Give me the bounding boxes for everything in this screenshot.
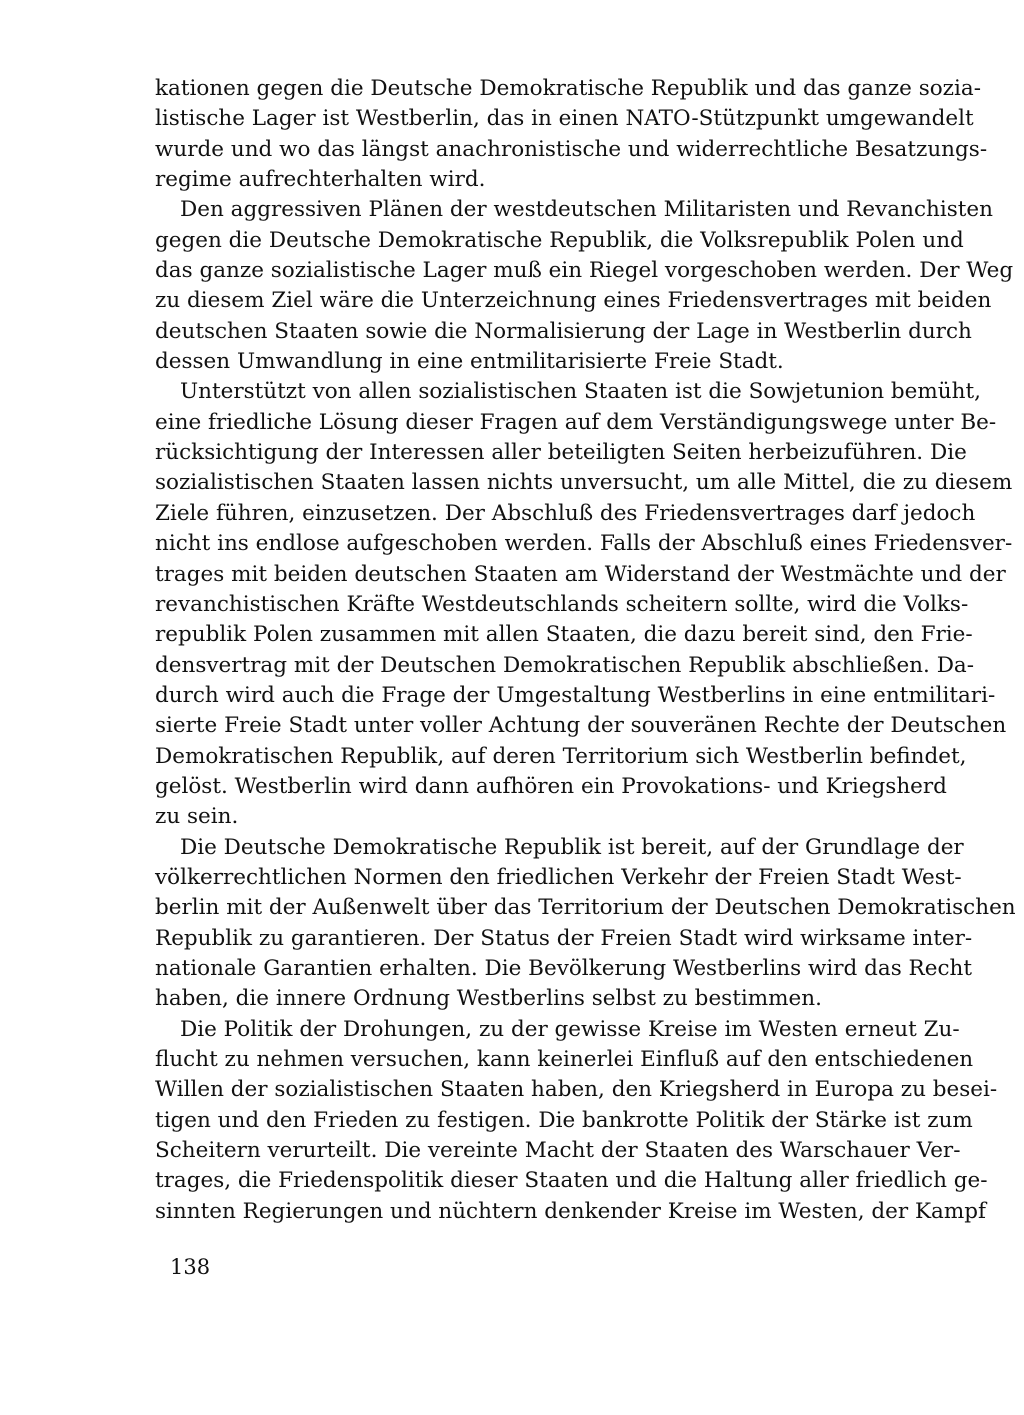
text-line: regime aufrechterhalten wird. bbox=[155, 167, 486, 193]
text-line: Scheitern verurteilt. Die vereinte Macht der Staaten des Warschauer Ver- bbox=[155, 1138, 961, 1164]
text-line: zu sein. bbox=[155, 804, 239, 830]
text-line: berlin mit der Außenwelt über das Territorium der Deutschen Demokratischen bbox=[155, 895, 1016, 921]
text-line: trages mit beiden deutschen Staaten am Widerstand der Westmächte und der bbox=[155, 561, 1006, 587]
text-line: nationale Garantien erhalten. Die Bevölkerung Westberlins wird das Recht bbox=[155, 955, 972, 981]
text-line: Den aggressiven Plänen der westdeutschen Militaristen und Revanchisten bbox=[180, 197, 993, 223]
text-line: dessen Umwandlung in eine entmilitarisierte Freie Stadt. bbox=[155, 349, 784, 375]
text-line: tigen und den Frieden zu festigen. Die bankrotte Politik der Stärke ist zum bbox=[155, 1107, 973, 1133]
body-text bbox=[155, 74, 1016, 1227]
paragraph-1 bbox=[155, 74, 988, 195]
text-line: Republik zu garantieren. Der Status der Freien Stadt wird wirksame inter- bbox=[155, 925, 973, 951]
text-line: Die Deutsche Demokratische Republik ist bereit, auf der Grundlage der bbox=[180, 834, 964, 860]
text-line: Ziele führen, einzusetzen. Der Abschluß des Friedensvertrages darf jedoch bbox=[155, 500, 976, 526]
text-line: kationen gegen die Deutsche Demokratische Republik und das ganze sozia- bbox=[155, 76, 981, 101]
paragraph-5 bbox=[155, 1015, 998, 1227]
text-line: zu diesem Ziel wäre die Unterzeichnung eines Friedensvertrages mit beiden bbox=[155, 288, 992, 314]
text-line: flucht zu nehmen versuchen, kann keinerlei Einfluß auf den entschiedenen bbox=[155, 1047, 974, 1072]
text-line: durch wird auch die Frage der Umgestaltung Westberlins in eine entmilitari- bbox=[155, 682, 996, 708]
text-line: sozialistischen Staaten lassen nichts unversucht, um alle Mittel, die zu diesem bbox=[155, 470, 1013, 496]
text-line: gegen die Deutsche Demokratische Republik, die Volksrepublik Polen und bbox=[155, 227, 964, 253]
text-line: Unterstützt von allen sozialistischen Staaten ist die Sowjetunion bemüht, bbox=[180, 379, 981, 405]
text-line: Willen der sozialistischen Staaten haben, den Kriegsherd in Europa zu besei- bbox=[155, 1077, 998, 1103]
text-line: Demokratischen Republik, auf deren Territorium sich Westberlin befindet, bbox=[155, 743, 967, 769]
paragraph-3 bbox=[155, 377, 1013, 832]
text-line: trages, die Friedenspolitik dieser Staaten und die Haltung aller friedlich ge- bbox=[155, 1168, 988, 1194]
text-line: listische Lager ist Westberlin, das in einen NATO-Stützpunkt umgewandelt bbox=[155, 106, 974, 132]
text-line: sinnten Regierungen und nüchtern denkender Kreise im Westen, der Kampf bbox=[155, 1198, 986, 1224]
page-number: 138 bbox=[170, 1255, 211, 1279]
text-line: revanchistischen Kräfte Westdeutschlands scheitern sollte, wird die Volks- bbox=[155, 591, 969, 617]
text-line: nicht ins endlose aufgeschoben werden. Falls der Abschluß eines Friedensver- bbox=[155, 531, 1013, 557]
text-line: sierte Freie Stadt unter voller Achtung der souveränen Rechte der Deutschen bbox=[155, 713, 1007, 739]
text-line: Die Politik der Drohungen, zu der gewisse Kreise im Westen erneut Zu- bbox=[180, 1016, 960, 1042]
text-line: gelöst. Westberlin wird dann aufhören ein Provokations- und Kriegsherd bbox=[155, 773, 947, 799]
text-line: rücksichtigung der Interessen aller beteiligten Seiten herbeizuführen. Die bbox=[155, 440, 967, 466]
text-line: republik Polen zusammen mit allen Staaten, die dazu bereit sind, den Frie- bbox=[155, 622, 973, 648]
paragraph-2 bbox=[155, 195, 1014, 377]
text-line: haben, die innere Ordnung Westberlins selbst zu bestimmen. bbox=[155, 986, 822, 1012]
text-line: densvertrag mit der Deutschen Demokratischen Republik abschließen. Da- bbox=[155, 652, 975, 678]
text-line: das ganze sozialistische Lager muß ein Riegel vorgeschoben werden. Der Weg bbox=[155, 258, 1014, 284]
text-line: eine friedliche Lösung dieser Fragen auf dem Verständigungswege unter Be- bbox=[155, 409, 997, 435]
text-line: deutschen Staaten sowie die Normalisierung der Lage in Westberlin durch bbox=[155, 318, 972, 344]
text-line: völkerrechtlichen Normen den friedlichen Verkehr der Freien Stadt West- bbox=[155, 864, 962, 890]
paragraph-4 bbox=[155, 833, 1016, 1015]
text-line: wurde und wo das längst anachronistische und widerrechtliche Besatzungs- bbox=[155, 136, 988, 162]
